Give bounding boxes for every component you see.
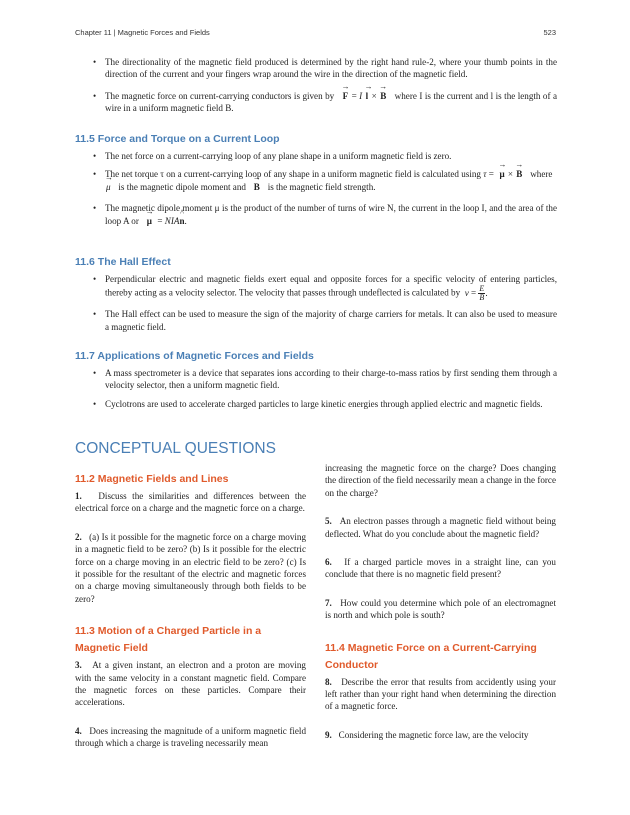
- section-11-6: [75, 256, 557, 339]
- questions-left-column: [75, 471, 306, 750]
- list-item: • The net torque τ on a current-carrying loop of any shape in a uniform magnetic field is calculated using τ = μ → × B → where μ → is the magnetic dipole moment and B → is the magnetic field strength.: [93, 168, 557, 193]
- list-item: • A mass spectrometer is a device that separates ions according to their charge-to-mass ratios by first sending them through a velocity selector, then a uniform magnetic field.: [93, 367, 557, 392]
- list-item: • Cyclotrons are used to accelerate charged particles to large kinetic energies through applied electric and magnetic fields.: [93, 398, 557, 410]
- section-heading: 11.7 Applications of Magnetic Forces and Fields: [75, 350, 314, 362]
- question: 7. How could you determine which pole of an electromagnet is north and which pole is south?: [325, 597, 556, 621]
- running-header: Chapter 11 | Magnetic Forces and Fields: [75, 28, 210, 37]
- questions-right-column: [325, 462, 556, 741]
- list-item: • The directionality of the magnetic field produced is determined by the right hand rule-2, where your thumb points in the direction of the current and your fingers wrap around the wire in the direction of the magnetic field.: [93, 56, 557, 81]
- question: 4. Does increasing the magnitude of a uniform magnetic field through which a charge is traveling necessarily mean: [75, 725, 306, 749]
- question: 2. (a) Is it possible for the magnetic force on a charge moving in a magnetic field to be zero? (b) Is it possible for the electric force on a charge moving in an electric field to be zero? (c) Is it possible for the resultant of the electric and magnetic forces on a charge moving simultaneously through both fields to be zero?: [75, 531, 306, 604]
- section-11-5: [75, 133, 557, 233]
- section-11-7: [75, 350, 557, 416]
- list-item: • The net force on a current-carrying loop of any plane shape in a uniform magnetic field is zero.: [93, 150, 557, 162]
- section-heading: 11.3 Motion of a Charged Particle in a Magnetic Field: [75, 625, 262, 655]
- question: 6. If a charged particle moves in a straight line, can you conclude that there is no magnetic field present?: [325, 557, 556, 580]
- list-item: • The magnetic force on current-carrying conductors is given by F → = I l → × B → where I is the current and l is the length of a wire in a uniform magnetic field B.: [93, 90, 557, 115]
- list-item: • The Hall effect can be used to measure the sign of the majority of charge carriers for metals. It can also be used to measure a magnetic field.: [93, 308, 557, 333]
- section-heading: 11.5 Force and Torque on a Current Loop: [75, 133, 280, 145]
- question: 3. At a given instant, an electron and a proton are moving with the same velocity in a constant magnetic field. Compare the magnetic forces on these particles. Compare their accelerations.: [75, 660, 306, 708]
- conceptual-questions-title: CONCEPTUAL QUESTIONS: [75, 440, 276, 457]
- dipole-equation: μ → = NIAn ^.: [141, 216, 187, 226]
- section-heading: 11.4 Magnetic Force on a Current-Carrying Conductor: [325, 641, 537, 671]
- force-equation: F → = I l → × B →: [337, 91, 393, 101]
- question: 8. Describe the error that results from accidently using your left rather than your right hand when determining the direction of a magnetic force.: [325, 676, 557, 712]
- page-number: 523: [543, 28, 556, 37]
- section-heading: 11.2 Magnetic Fields and Lines: [75, 473, 229, 485]
- summary-intro: [75, 56, 557, 121]
- question: 9. Considering the magnetic force law, are the velocity: [325, 729, 529, 740]
- section-heading: 11.6 The Hall Effect: [75, 256, 171, 268]
- velocity-equation: v = $\frac{E}{B}$ .: [464, 284, 488, 303]
- question: 5. An electron passes through a magnetic field without being deflected. What do you conclude about the magnetic field?: [325, 516, 556, 539]
- list-item: • The magnetic dipole moment μ is the product of the number of turns of wire N, the current in the loop I, and the area of the loop A or μ → = NIAn ^.: [93, 202, 557, 227]
- question: 1. Discuss the similarities and differences between the electrical force on a charge and the magnetic force on a charge.: [75, 491, 306, 514]
- torque-equation: τ = μ → × B →: [483, 169, 523, 179]
- question-continued: increasing the magnetic force on the charge? Does changing the direction of the field necessarily mean a change in the force on the charge?: [325, 463, 556, 498]
- list-item: • Perpendicular electric and magnetic fields exert equal and opposite forces for a specific velocity of entering particles, thereby acting as a velocity selector. The velocity that passes through undeflected is calculated by v = $\frac{E}{B}$ .: [93, 273, 557, 302]
